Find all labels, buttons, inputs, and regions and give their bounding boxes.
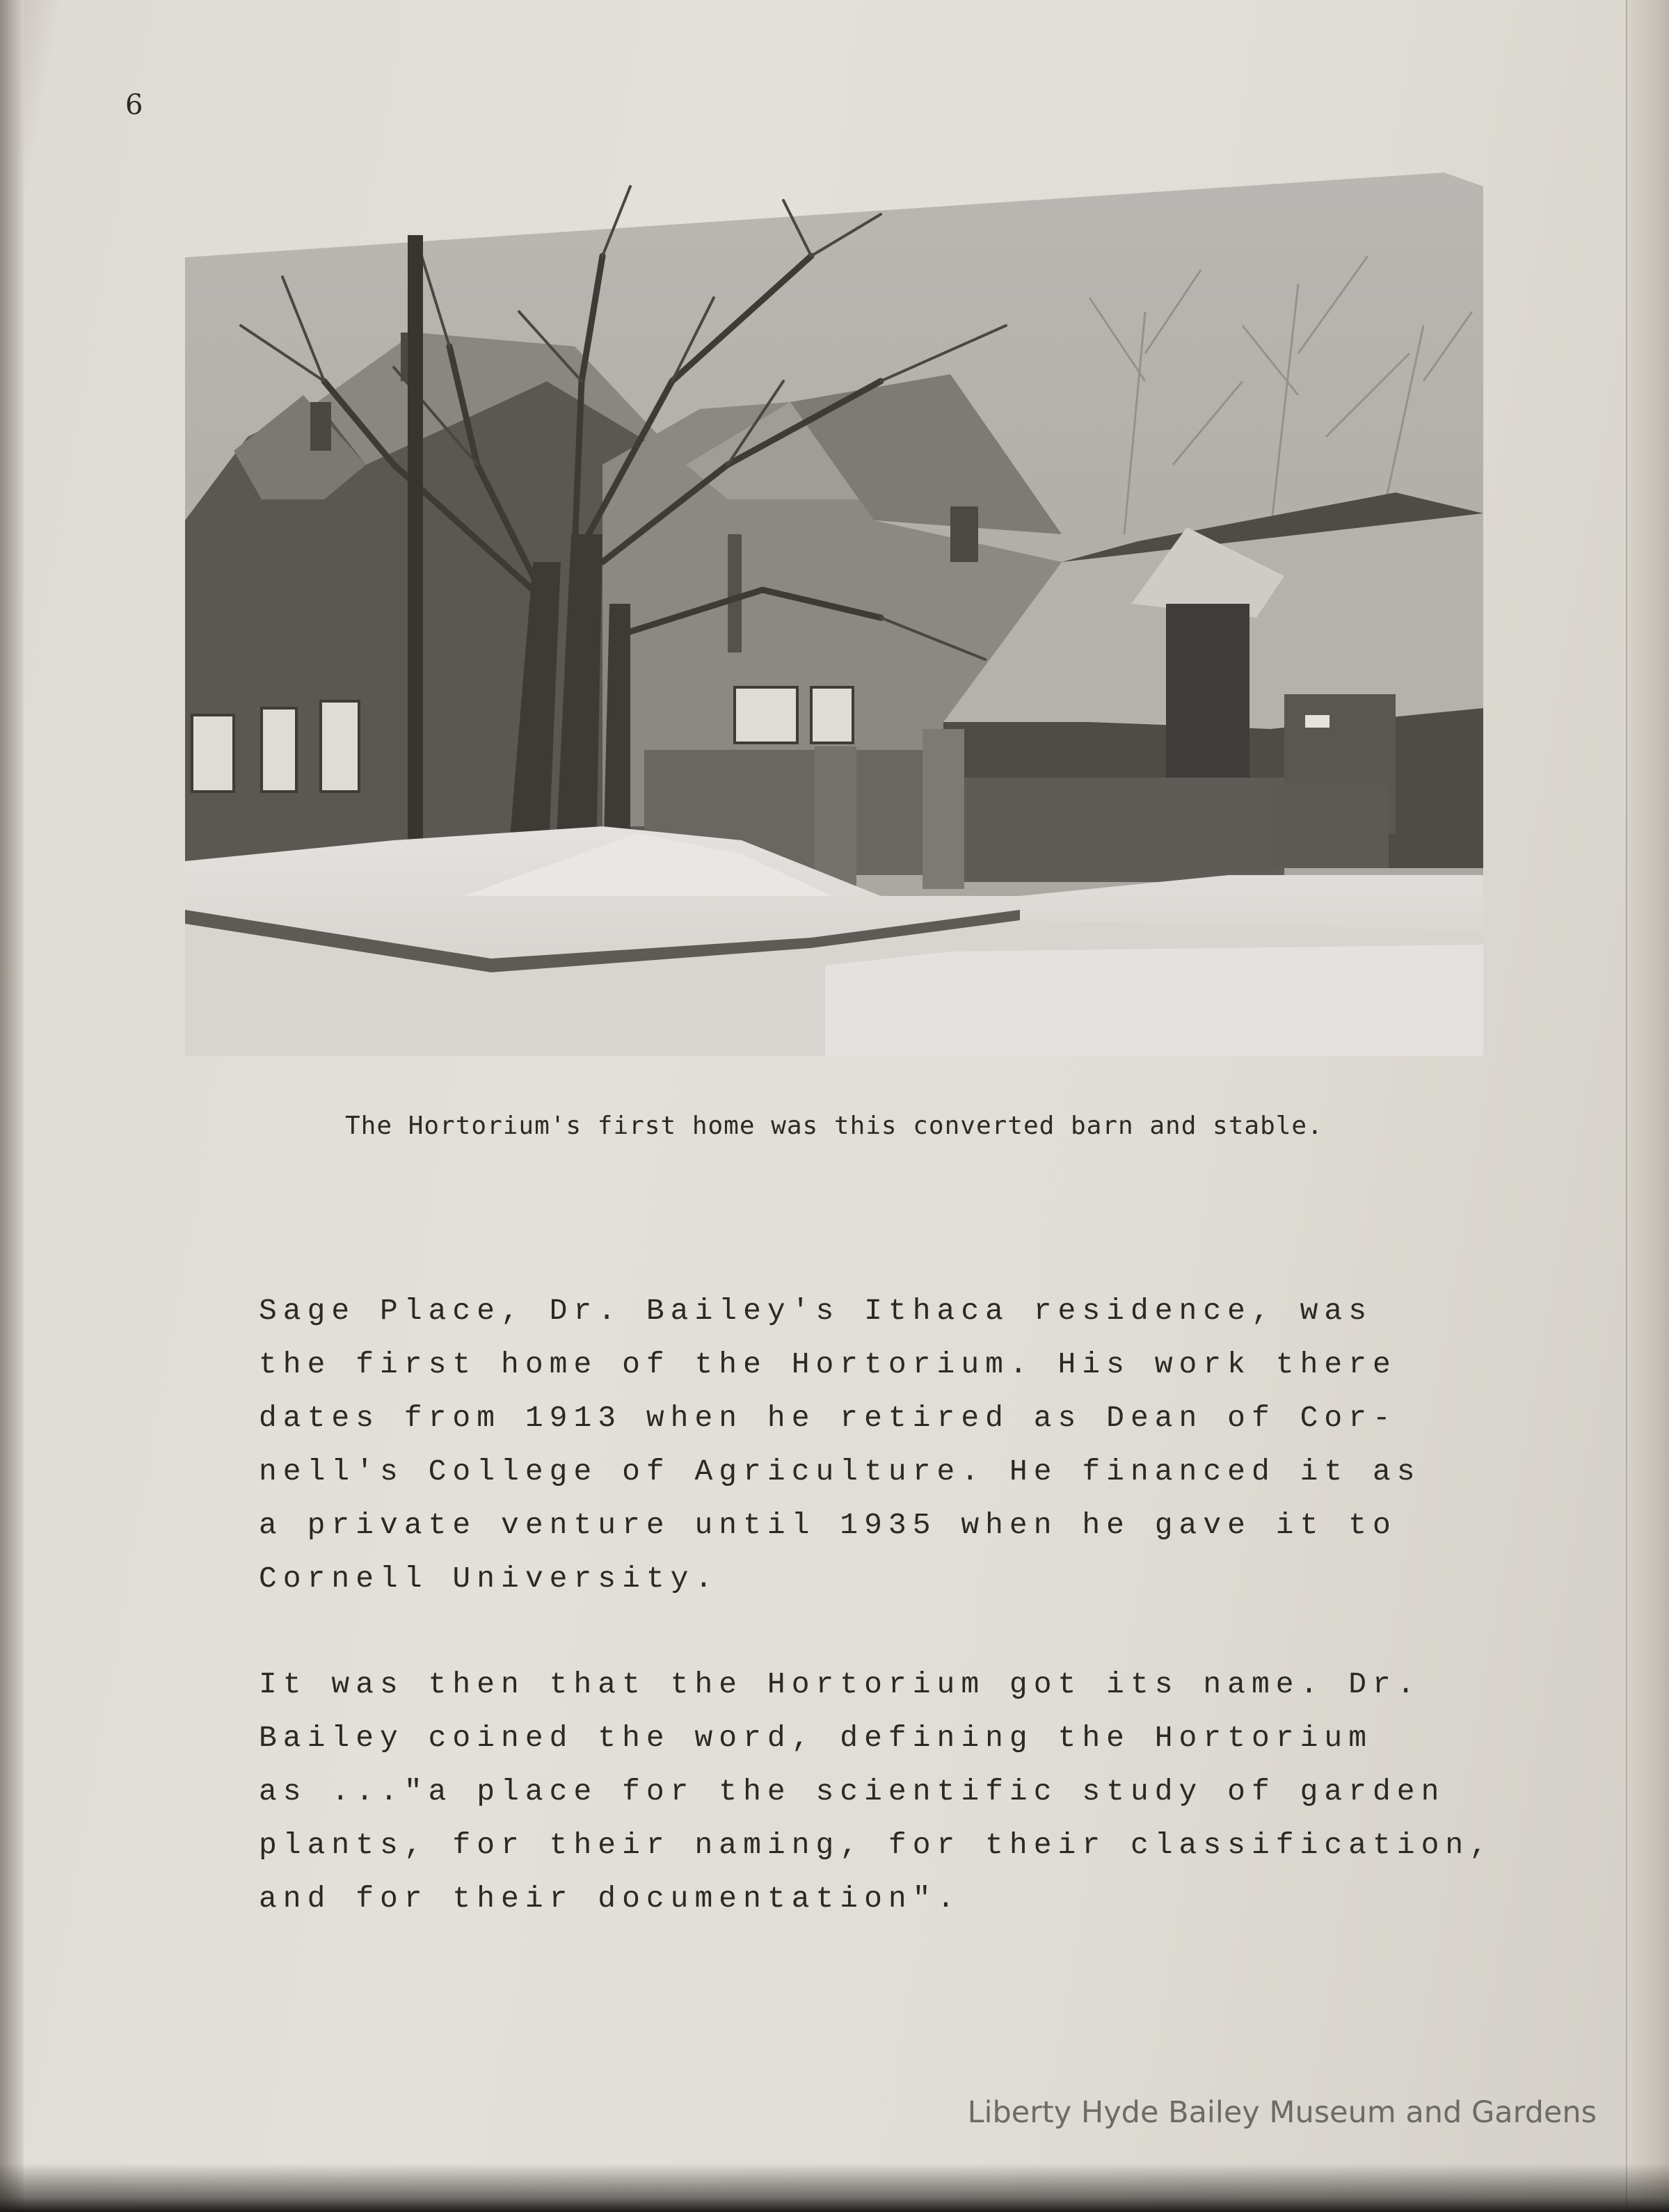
adjacent-page-edge xyxy=(1626,0,1669,2212)
text-line: dates from 1913 when he retired as Dean of Cor- xyxy=(259,1401,1397,1435)
book-gutter xyxy=(0,0,24,2212)
text-line: as ..."a place for the scientific study of garden xyxy=(259,1774,1446,1809)
barn-and-stable-photograph xyxy=(185,173,1483,1056)
museum-watermark: Liberty Hyde Bailey Museum and Gardens xyxy=(967,2095,1597,2130)
text-line: a private venture until 1935 when he gave it to xyxy=(259,1508,1397,1542)
text-line: Bailey coined the word, defining the Hortorium xyxy=(259,1721,1373,1755)
text-line: Cornell University. xyxy=(259,1562,719,1596)
text-line: nell's College of Agriculture. He financed it as xyxy=(259,1454,1421,1489)
page-bottom-shadow xyxy=(0,2163,1669,2212)
figure-caption: The Hortorium's first home was this converted barn and stable. xyxy=(345,1112,1323,1140)
text-line: Sage Place, Dr. Bailey's Ithaca residence, was xyxy=(259,1294,1373,1328)
text-line: It was then that the Hortorium got its name. Dr. xyxy=(259,1667,1421,1701)
paragraph-1 xyxy=(259,1294,1442,1615)
text-line: plants, for their naming, for their classification, xyxy=(259,1828,1494,1862)
paragraph-2 xyxy=(259,1667,1494,1935)
text-line: and for their documentation". xyxy=(259,1882,961,1916)
page-number: 6 xyxy=(125,89,143,121)
hortorium-photo xyxy=(185,173,1483,1056)
text-line: the first home of the Hortorium. His work there xyxy=(259,1347,1397,1381)
